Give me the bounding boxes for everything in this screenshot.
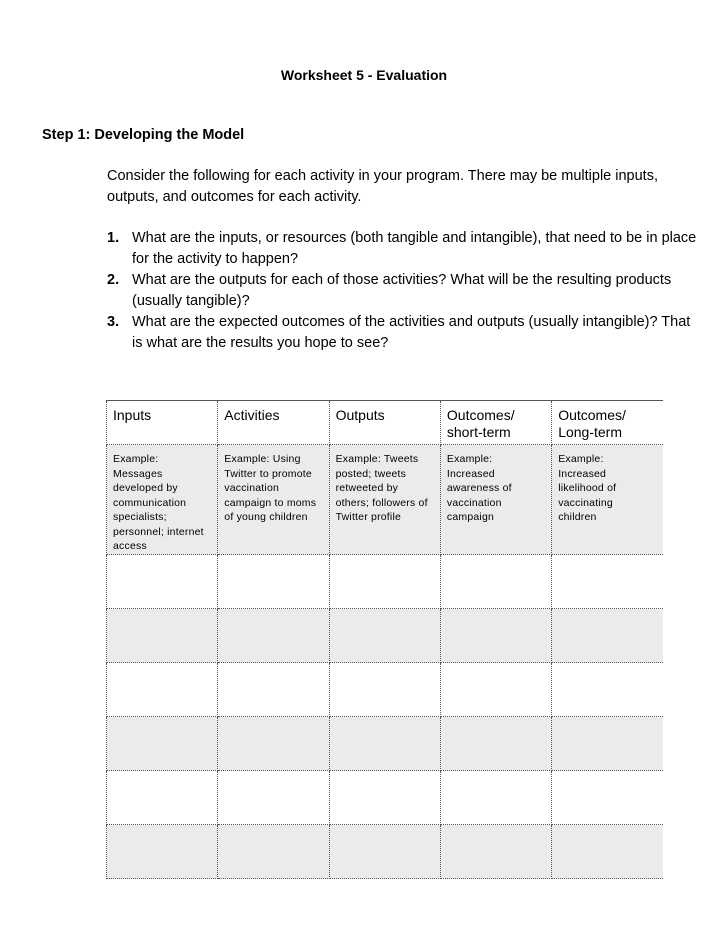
- header-activities: [218, 401, 329, 445]
- header-label: Inputs: [113, 407, 152, 423]
- example-outcomes-short: [440, 445, 551, 555]
- entry-cell[interactable]: [552, 825, 663, 879]
- entry-cell[interactable]: [107, 825, 218, 879]
- question-number: 1.: [107, 230, 120, 246]
- question-list: [107, 228, 697, 354]
- header-label: Activities: [224, 407, 280, 423]
- question-item: [107, 270, 697, 312]
- header-inputs: [107, 401, 218, 445]
- example-activities: [218, 445, 329, 555]
- table-row: [107, 717, 664, 771]
- question-text: What are the outputs for each of those activities? What will be the resulting products (usually tangible)?: [132, 272, 672, 309]
- entry-cell[interactable]: [440, 771, 551, 825]
- entry-cell[interactable]: [552, 555, 663, 609]
- entry-cell[interactable]: [440, 825, 551, 879]
- example-outputs: [329, 445, 440, 555]
- header-label: Outcomes/ Long-term: [558, 407, 626, 440]
- question-number: 2.: [107, 272, 120, 288]
- entry-cell[interactable]: [552, 717, 663, 771]
- entry-cell[interactable]: [218, 825, 329, 879]
- table-header-row: [107, 401, 664, 445]
- entry-cell[interactable]: [552, 609, 663, 663]
- entry-cell[interactable]: [218, 663, 329, 717]
- entry-cell[interactable]: [552, 663, 663, 717]
- entry-cell[interactable]: [107, 555, 218, 609]
- question-number: 3.: [107, 314, 120, 330]
- entry-cell[interactable]: [218, 609, 329, 663]
- header-outcomes-short: [440, 401, 551, 445]
- example-text: Example: Using Twitter to promote vaccination campaign to moms of young children: [224, 453, 317, 523]
- table-row: [107, 825, 664, 879]
- entry-cell[interactable]: [329, 609, 440, 663]
- entry-cell[interactable]: [107, 663, 218, 717]
- entry-cell[interactable]: [440, 663, 551, 717]
- entry-cell[interactable]: [107, 771, 218, 825]
- table-row: [107, 663, 664, 717]
- example-text: Example: Increased likelihood of vaccinating children: [558, 453, 617, 523]
- question-item: [107, 228, 697, 270]
- table-row: [107, 555, 664, 609]
- example-text: Example: Messages developed by communication specialists; personnel; internet access: [113, 453, 204, 552]
- header-outputs: [329, 401, 440, 445]
- entry-cell[interactable]: [552, 771, 663, 825]
- entry-cell[interactable]: [440, 609, 551, 663]
- worksheet-title: Worksheet 5 - Evaluation: [280, 67, 448, 83]
- entry-cell[interactable]: [218, 555, 329, 609]
- example-inputs: [107, 445, 218, 555]
- entry-cell[interactable]: [329, 555, 440, 609]
- logic-model-table: [106, 400, 663, 879]
- example-outcomes-long: [552, 445, 663, 555]
- entry-cell[interactable]: [329, 717, 440, 771]
- header-label: Outcomes/ short-term: [446, 407, 515, 440]
- example-text: Example: Increased awareness of vaccination campaign: [446, 453, 512, 523]
- table-row: [107, 609, 664, 663]
- entry-cell[interactable]: [218, 717, 329, 771]
- example-row: [107, 445, 664, 555]
- header-outcomes-long: [552, 401, 663, 445]
- header-label: Outputs: [335, 407, 385, 423]
- entry-cell[interactable]: [440, 717, 551, 771]
- example-text: Example: Tweets posted; tweets retweeted by others; followers of Twitter profile: [335, 453, 428, 523]
- table-row: [107, 771, 664, 825]
- entry-cell[interactable]: [107, 717, 218, 771]
- intro-paragraph: Consider the following for each activity in your program. There may be multiple inputs, outputs, and outcomes for each activity.: [107, 168, 658, 205]
- entry-cell[interactable]: [329, 771, 440, 825]
- entry-cell[interactable]: [107, 609, 218, 663]
- question-item: [107, 312, 697, 354]
- entry-cell[interactable]: [329, 825, 440, 879]
- entry-cell[interactable]: [218, 771, 329, 825]
- step-heading: Step 1: Developing the Model: [42, 127, 245, 143]
- entry-cell[interactable]: [329, 663, 440, 717]
- entry-cell[interactable]: [440, 555, 551, 609]
- question-text: What are the inputs, or resources (both tangible and intangible), that need to be in place for the activity to happen?: [132, 230, 697, 267]
- question-text: What are the expected outcomes of the activities and outputs (usually intangible)? That is what are the results you hope to see?: [132, 314, 691, 351]
